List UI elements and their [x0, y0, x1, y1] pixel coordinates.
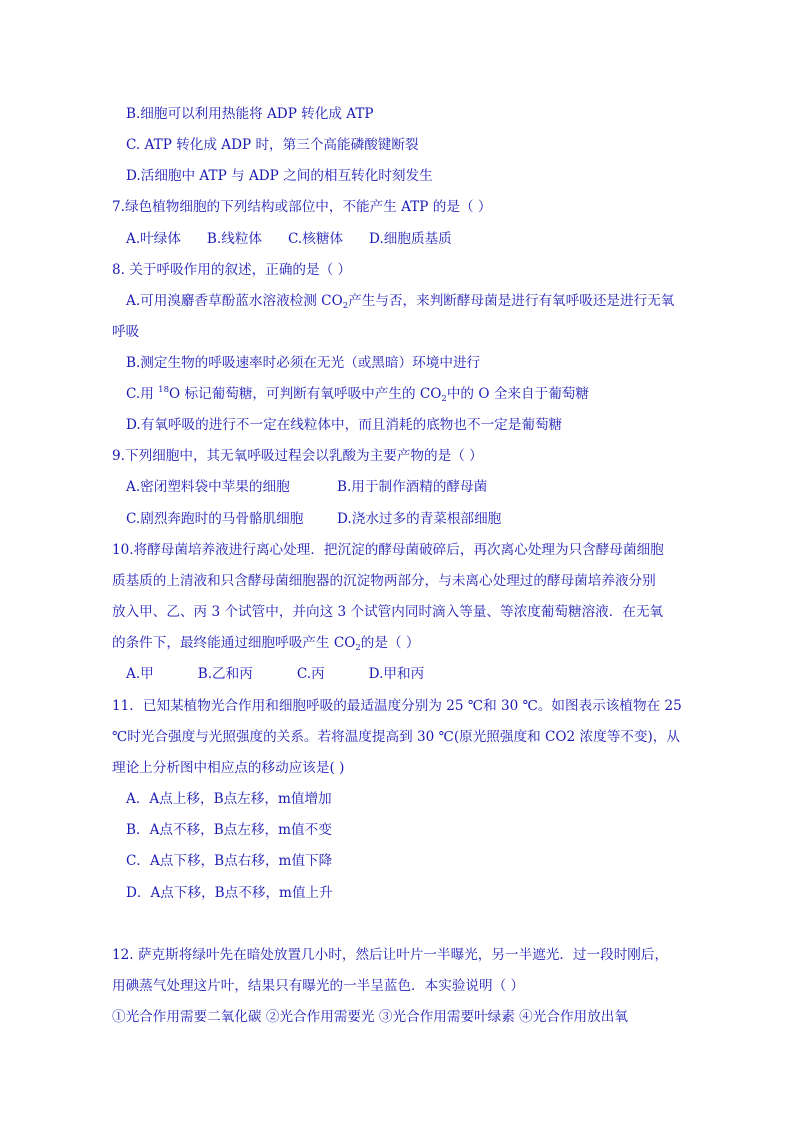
q11-line1: 11．已知某植物光合作用和细胞呼吸的最适温度分别为 25 ℃和 30 ℃。如图表示该植物在 25	[112, 698, 682, 714]
q6-option-d: D.活细胞中 ATP 与 ADP 之间的相互转化时刻发生	[126, 168, 433, 184]
q10-option-c: C.丙	[296, 666, 325, 682]
q8-option-d: D.有氧呼吸的进行不一定在线粒体中，而且消耗的底物也不一定是葡萄糖	[126, 417, 563, 433]
q10-options	[126, 666, 424, 682]
q11-option-d: D．A点下移，B点不移，m值上升	[126, 885, 333, 901]
q10-line4-text-cont: 的是（ ）	[360, 635, 420, 651]
q8-option-b: B.测定生物的呼吸速率时必须在无光（或黑暗）环境中进行	[126, 355, 481, 371]
q7-option-b: B.线粒体	[206, 231, 263, 247]
q10-line3: 放入甲、乙、丙 3 个试管中，并向这 3 个试管内同时滴入等量、等浓度葡萄糖溶液．在无氧	[112, 604, 664, 620]
q11-line2: ℃时光合强度与光照强度的关系。若将温度提高到 30 ℃(原光照强度和 CO2 浓度等不变)，从	[112, 729, 680, 745]
q10-option-a: A.甲	[126, 666, 154, 682]
q12-line1: 12. 萨克斯将绿叶先在暗处放置几小时，然后让叶片一半曝光，另一半遮光．过一段时刚后，	[112, 947, 669, 963]
q10-line2: 质基质的上清液和只含酵母菌细胞器的沉淀物两部分，与未离心处理过的酵母菌培养液分别	[112, 573, 656, 589]
q10-line1: 10.将酵母菌培养液进行离心处理．把沉淀的酵母菌破碎后，再次离心处理为只含酵母菌细胞	[112, 542, 664, 558]
q10-option-b: B.乙和丙	[197, 666, 253, 682]
q8-option-c-superscript: 18	[158, 385, 169, 395]
q6-option-c: C. ATP 转化成 ADP 时，第三个高能磷酸键断裂	[126, 137, 419, 153]
q8-option-c-text-end: 中的 O 全来自于葡萄糖	[446, 386, 589, 402]
q7-option-d: D.细胞质基质	[369, 231, 452, 247]
q12-line2: 用碘蒸气处理这片叶，结果只有曝光的一半呈蓝色．本实验说明（ ）	[112, 978, 525, 994]
q10-line4	[112, 635, 420, 653]
q11-option-c: C．A点下移，B点右移，m值下降	[126, 853, 333, 869]
q8-stem: 8. 关于呼吸作用的叙述，正确的是（ ）	[112, 262, 352, 278]
q10-line4-text: 的条件下，最终能通过细胞呼吸产生 CO	[112, 635, 356, 651]
q9-stem: 9.下列细胞中，其无氧呼吸过程会以乳酸为主要产物的是（ ）	[112, 448, 483, 464]
q8-option-a-line1	[126, 293, 674, 311]
q7-options	[126, 231, 452, 247]
q8-option-c-subscript: 2	[441, 394, 447, 404]
q9-option-a: A.密闭塑料袋中苹果的细胞	[126, 479, 290, 495]
q9-option-b: B.用于制作酒精的酵母菌	[337, 479, 488, 495]
q12-line3: ①光合作用需要二氧化碳 ②光合作用需要光 ③光合作用需要叶绿素 ④光合作用放出氧	[112, 1009, 628, 1025]
q8-option-a-subscript: 2	[342, 301, 349, 311]
q9-option-c: C.剧烈奔跑时的马骨骼肌细胞	[126, 511, 304, 527]
q8-option-a-line2: 呼吸	[112, 324, 140, 340]
q9-option-d: D.浇水过多的青菜根部细胞	[337, 511, 502, 527]
q7-option-c: C.核糖体	[288, 231, 344, 247]
q10-option-d: D.甲和丙	[368, 666, 425, 682]
q7-option-a: A.叶绿体	[126, 231, 181, 247]
q11-option-a: A．A点上移，B点左移，m值增加	[126, 791, 332, 807]
q10-line4-subscript: 2	[355, 643, 361, 653]
q11-option-b: B．A点不移，B点左移，m值不变	[126, 822, 332, 838]
q8-option-a-text-cont: 产生与否，来判断酵母菌是进行有氧呼吸还是进行无氧	[348, 293, 675, 309]
q6-option-b: B.细胞可以利用热能将 ADP 转化成 ATP	[126, 106, 374, 122]
q8-option-a-text: A.可用溴麝香草酚蓝水溶液检测 CO	[126, 293, 343, 309]
q7-stem: 7.绿色植物细胞的下列结构或部位中，不能产生 ATP 的是（ ）	[112, 199, 492, 215]
q11-line3: 理论上分析图中相应点的移动应该是( )	[112, 760, 345, 776]
q8-option-c-text-cont: O 标记葡萄糖，可判断有氧呼吸中产生的 CO	[168, 386, 442, 402]
q8-option-c	[126, 386, 589, 404]
q8-option-c-text: C.用	[126, 386, 159, 402]
